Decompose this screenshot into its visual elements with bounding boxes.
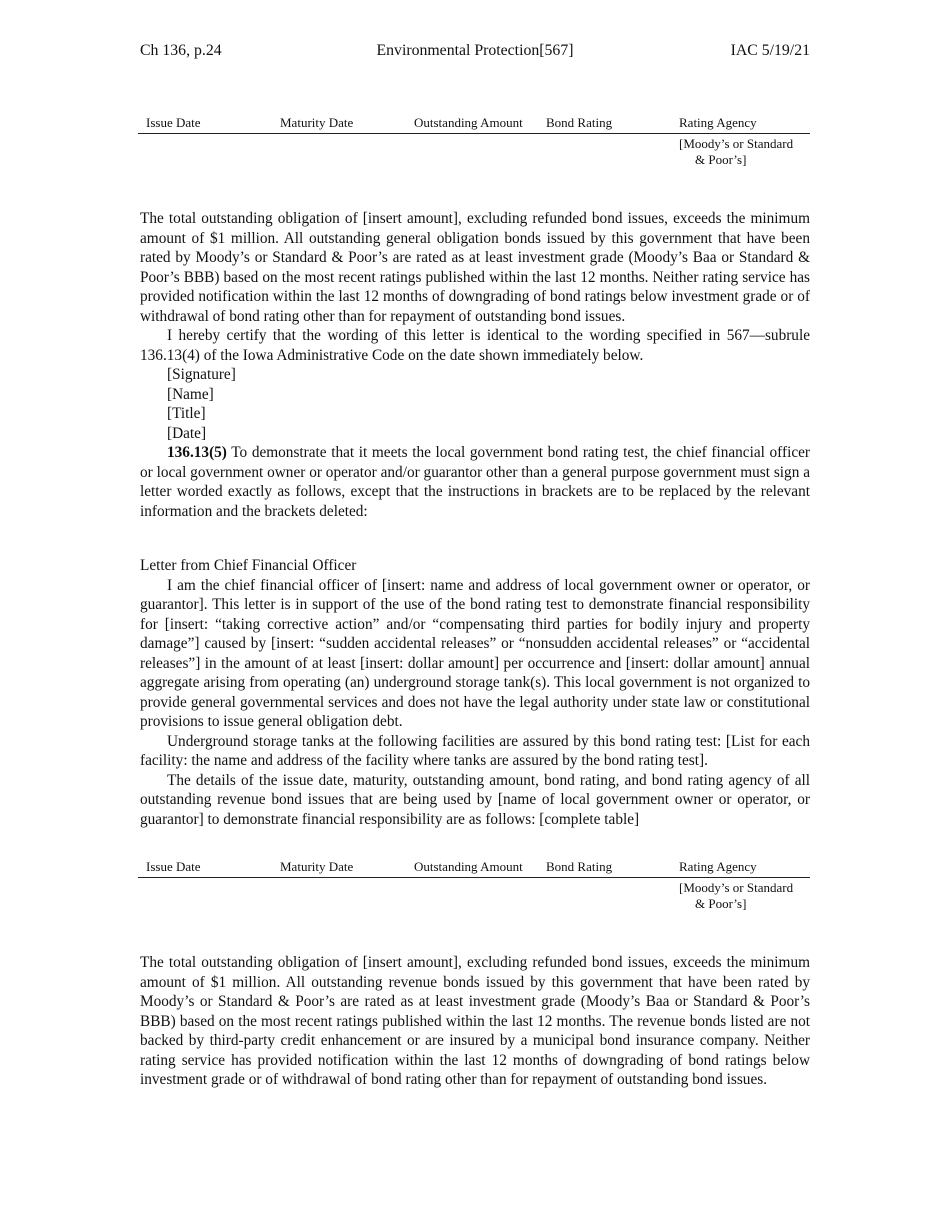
rating-agency-note-line2: & Poor’s]: [695, 152, 747, 167]
body-text-lower: [140, 953, 810, 1090]
col-rating-agency: Rating Agency: [679, 859, 757, 874]
col-issue-date: Issue Date: [146, 859, 201, 874]
col-outstanding-amount: Outstanding Amount: [414, 115, 523, 130]
letter-paragraph-3: The details of the issue date, maturity, outstanding amount, bond rating, and bond rating agency of all outstanding revenue bond issues that are being used by [name of local government owner or operator, or guarantor] to demonstrate financial responsibility are as follows: [complete table]: [140, 771, 810, 828]
col-maturity-date: Maturity Date: [280, 859, 354, 874]
letter-block: [140, 556, 810, 829]
go-obligation-paragraph: The total outstanding obligation of [insert amount], excluding refunded bond issues, exceeds the minimum amount of $1 million. All outstanding general obligation bonds issued by this government that have been rated by Moody’s or Standard & Poor’s are rated as at least investment grade (Moody’s Baa or Standard & Poor’s BBB) based on the most recent ratings published within the last 12 months. Neither rating service has provided notification within the last 12 months of downgrading of bond ratings below investment grade or of withdrawal of bond rating other than for repayment of outstanding bond issues.: [140, 210, 810, 325]
letter-paragraph-1: I am the chief financial officer of [insert: name and address of local government owner or operator, or guarantor]. This letter is in support of the use of the bond rating test to demonstrate financial responsibility for [insert: “taking corrective action” and/or “compensating third parties for bodily injury and property damage”] caused by [insert: “sudden accidental releases” or “nonsudden accidental releases” or “accidental releases”] in the amount of at least [insert: dollar amount] per occurrence and [insert: dollar amount] annual aggregate arising from operating (an) underground storage tank(s). This local government is not organized to provide general governmental services and does not have the legal authority under state law or constitutional provisions to issue general obligation debt.: [140, 576, 810, 730]
col-maturity-date: Maturity Date: [280, 115, 354, 130]
table-header-row: [138, 115, 810, 134]
rating-agency-note: [679, 136, 809, 168]
col-outstanding-amount: Outstanding Amount: [414, 859, 523, 874]
title-line: [Title]: [167, 405, 206, 422]
date-line: [Date]: [167, 424, 207, 442]
rating-agency-note-line2: & Poor’s]: [695, 896, 747, 911]
general-obligation-bond-table: [138, 115, 810, 167]
col-issue-date: Issue Date: [146, 115, 201, 130]
col-bond-rating: Bond Rating: [546, 115, 613, 130]
revenue-bond-table: [138, 859, 810, 911]
signature-line: [Signature]: [167, 366, 236, 383]
revenue-obligation-paragraph: The total outstanding obligation of [insert amount], excluding refunded bond issues, exceeds the minimum amount of $1 million. All outstanding revenue bonds issued by this government that have been rated by Moody’s or Standard & Poor’s are rated as at least investment grade (Moody’s Baa or Standard & Poor’s BBB) based on the most recent ratings published within the last 12 months. The revenue bonds listed are not backed by third-party credit enhancement or are insured by a municipal bond insurance company. Neither rating service has provided notification within the last 12 months of downgrading of bond ratings below investment grade or of withdrawal of bond rating other than for repayment of outstanding bond issues.: [140, 954, 810, 1088]
rating-agency-note-line1: [Moody’s or Standard: [679, 880, 794, 895]
col-bond-rating: Bond Rating: [546, 859, 613, 874]
letter-title: Letter from Chief Financial Officer: [140, 557, 357, 574]
rule-paragraph: [140, 443, 810, 521]
rule-text: To demonstrate that it meets the local government bond rating test, the chief financial officer or local government owner or operator and/or guarantor other than a general purpose government must sign a letter worded exactly as follows, except that the instructions in brackets are to be replaced by the relevant information and the brackets deleted:: [140, 444, 810, 520]
iac-date: IAC 5/19/21: [730, 42, 810, 59]
chapter-page-label: Ch 136, p.24: [140, 42, 222, 59]
col-rating-agency: Rating Agency: [679, 115, 757, 130]
page-header: [140, 41, 810, 61]
rule-number: 136.13(5): [167, 444, 227, 461]
chapter-title: Environmental Protection[567]: [376, 42, 574, 59]
name-line: [Name]: [167, 385, 214, 403]
rating-agency-note-line1: [Moody’s or Standard: [679, 136, 794, 151]
certification-paragraph: I hereby certify that the wording of this letter is identical to the wording specified in 567—subrule 136.13(4) of the Iowa Administrative Code on the date shown immediately below.: [140, 327, 810, 364]
table-header-row: [138, 859, 810, 878]
rating-agency-note: [679, 880, 809, 912]
letter-paragraph-2: Underground storage tanks at the following facilities are assured by this bond rating test: [List for each facility: the name and address of the facility where tanks are assured by the bond rating test].: [140, 732, 810, 769]
body-text-upper: [140, 209, 810, 521]
